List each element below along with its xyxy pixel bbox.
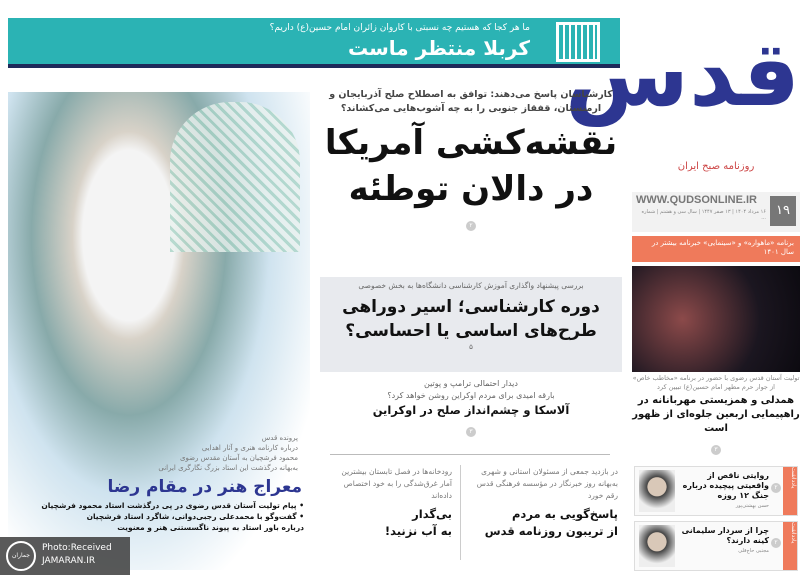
- box-headline: بی‌گدار: [412, 507, 452, 521]
- box-sub: در بازدید جمعی از مسئولان استانی و شهری به‌بهانه روز خبرنگار در مؤسسه فرهنگی قدس رقم خورد: [476, 467, 618, 500]
- box-headline: پاسخ‌گویی به مردم: [512, 507, 618, 521]
- page-badge: ۲: [771, 483, 781, 493]
- credit-line: Photo:Received: [42, 543, 112, 553]
- ukraine-headline: آلاسکا و چشم‌انداز صلح در اوکراین: [372, 403, 570, 417]
- feature-sub: درباره کارنامه هنری و آثار اهدایی: [201, 444, 298, 452]
- divider: [330, 454, 610, 455]
- interview-photo: [632, 266, 800, 372]
- item-tag: یادداشت: [783, 467, 797, 515]
- item-headline: چرا از سردار سلیمانی کینه دارند؟: [681, 526, 769, 545]
- masthead-logo: [564, 0, 800, 190]
- shrine-window: [170, 102, 300, 252]
- issue-number: ۱۹: [770, 196, 796, 226]
- box-sub: رودخانه‌ها در فصل تابستان بیشترین آمار غرق‌شدگی را به خود اختصاص داده‌اند: [341, 467, 452, 500]
- divider: [460, 465, 461, 560]
- author-photo: [639, 470, 675, 512]
- side-story-headline: همدلی و همزیستی مهربانانه در راهپیمایی اربعین جلوه‌ای از ظهور است: [632, 395, 800, 434]
- ukraine-sub: بارقه امیدی برای مردم اوکراین روشن خواهد کرد؟: [387, 391, 555, 400]
- page-badge: ۳: [466, 427, 476, 437]
- karbala-banner[interactable]: [8, 18, 620, 68]
- feature-sub: پرونده قدس: [261, 434, 298, 442]
- jamaran-logo: جماران: [6, 541, 36, 571]
- banner-question: ما هر کجا که هستیم چه نسبتی با کاروان زائران امام حسین(ع) داریم؟: [269, 23, 530, 33]
- grey-headline: دوره کارشناسی؛ اسیر دوراهی: [342, 297, 600, 317]
- banner-title: کربلا منتظر ماست: [347, 36, 530, 60]
- item-author: مجتبی حاج‌قلی: [738, 548, 769, 554]
- page-badge: ۲: [466, 221, 476, 231]
- box-headline: از تریبون روزنامه قدس: [484, 524, 618, 538]
- photo-credit: [0, 537, 130, 575]
- page-number: ۵: [469, 343, 473, 351]
- river-story[interactable]: [330, 466, 452, 540]
- item-headline: روایتی ناقص از واقعیتی پیچیده درباره جنگ ۱۲ روزه: [682, 471, 769, 500]
- lead-headline: در دالان توطئه: [348, 169, 594, 209]
- lead-headline: نقشه‌کشی آمریکا: [324, 123, 618, 163]
- page-badge: ۳: [711, 445, 721, 455]
- feature-story[interactable]: [14, 433, 308, 533]
- lead-story[interactable]: [318, 88, 624, 231]
- logo-tagline: روزنامه صبح ایران: [677, 161, 755, 172]
- quds-tribune-story[interactable]: [468, 466, 618, 540]
- author-photo: [639, 525, 675, 567]
- lead-sub: کارشناسان پاسخ می‌دهند: توافق به اصطلاح صلح آذربایجان و ارمنستان، قفقاز جنوبی را به چه آشوب‌هایی می‌کشاند؟: [329, 89, 613, 114]
- grey-sub: بررسی پیشنهاد واگذاری آموزش کارشناسی دانشگاه‌ها به بخش خصوصی: [358, 281, 584, 290]
- side-item[interactable]: [634, 521, 798, 571]
- item-tag: یادداشت: [783, 522, 797, 570]
- logo-mark: قدس: [564, 22, 800, 127]
- item-author: حسن بهشتی‌پور: [735, 503, 769, 509]
- item-text: [675, 471, 769, 510]
- side-story-sub: تولیت آستان قدس رضوی با حضور در برنامه «مخاطب خاص» از جوار حرم مطهر امام حسین(ع) تبیین کرد: [632, 374, 800, 391]
- credit-line: JAMARAN.IR: [42, 556, 96, 566]
- feature-bullet: • پیام تولیت آستان قدس رضوی در پی درگذشت استاد محمود فرشچیان: [41, 501, 304, 510]
- grey-story[interactable]: [320, 277, 622, 372]
- ukraine-story[interactable]: [318, 378, 624, 437]
- feature-sub: به‌بهانه درگذشت این استاد بزرگ نگارگری ایرانی: [158, 464, 298, 472]
- site-url[interactable]: WWW.QUDSONLINE.IR: [636, 194, 757, 206]
- feature-bullet: درباره باور استاد به پیوند ناگسستنی هنر و معنویت: [117, 523, 304, 532]
- feature-bullet: • گفت‌وگو با محمدعلی رجبی‌دوانی، شاگرد استاد فرشچیان: [86, 512, 304, 521]
- masthead-info: [632, 192, 800, 232]
- orange-box[interactable]: برنامه «ماهواره» و «سینمایی» خبرنامه بیشتر در سال ۱۴۰۱: [632, 236, 800, 262]
- item-text: [675, 526, 769, 555]
- date-line: ۱۶ مرداد ۱۴۰۴ | ۱۳ صفر ۱۴۴۷ | سال سی و هشتم | شماره ...: [641, 209, 766, 221]
- side-item[interactable]: [634, 466, 798, 516]
- page-badge: ۲: [771, 538, 781, 548]
- feature-headline: معراج هنر در مقام رضا: [107, 477, 302, 497]
- grey-headline: طرح‌های اساسی یا احساسی؟: [345, 321, 597, 341]
- side-story[interactable]: [632, 374, 800, 455]
- feature-sub: محمود فرشچیان به آستان مقدس رضوی: [180, 454, 298, 462]
- box-headline: به آب نزنید!: [384, 524, 452, 538]
- ukraine-sub: دیدار احتمالی ترامپ و پوتین: [424, 379, 518, 388]
